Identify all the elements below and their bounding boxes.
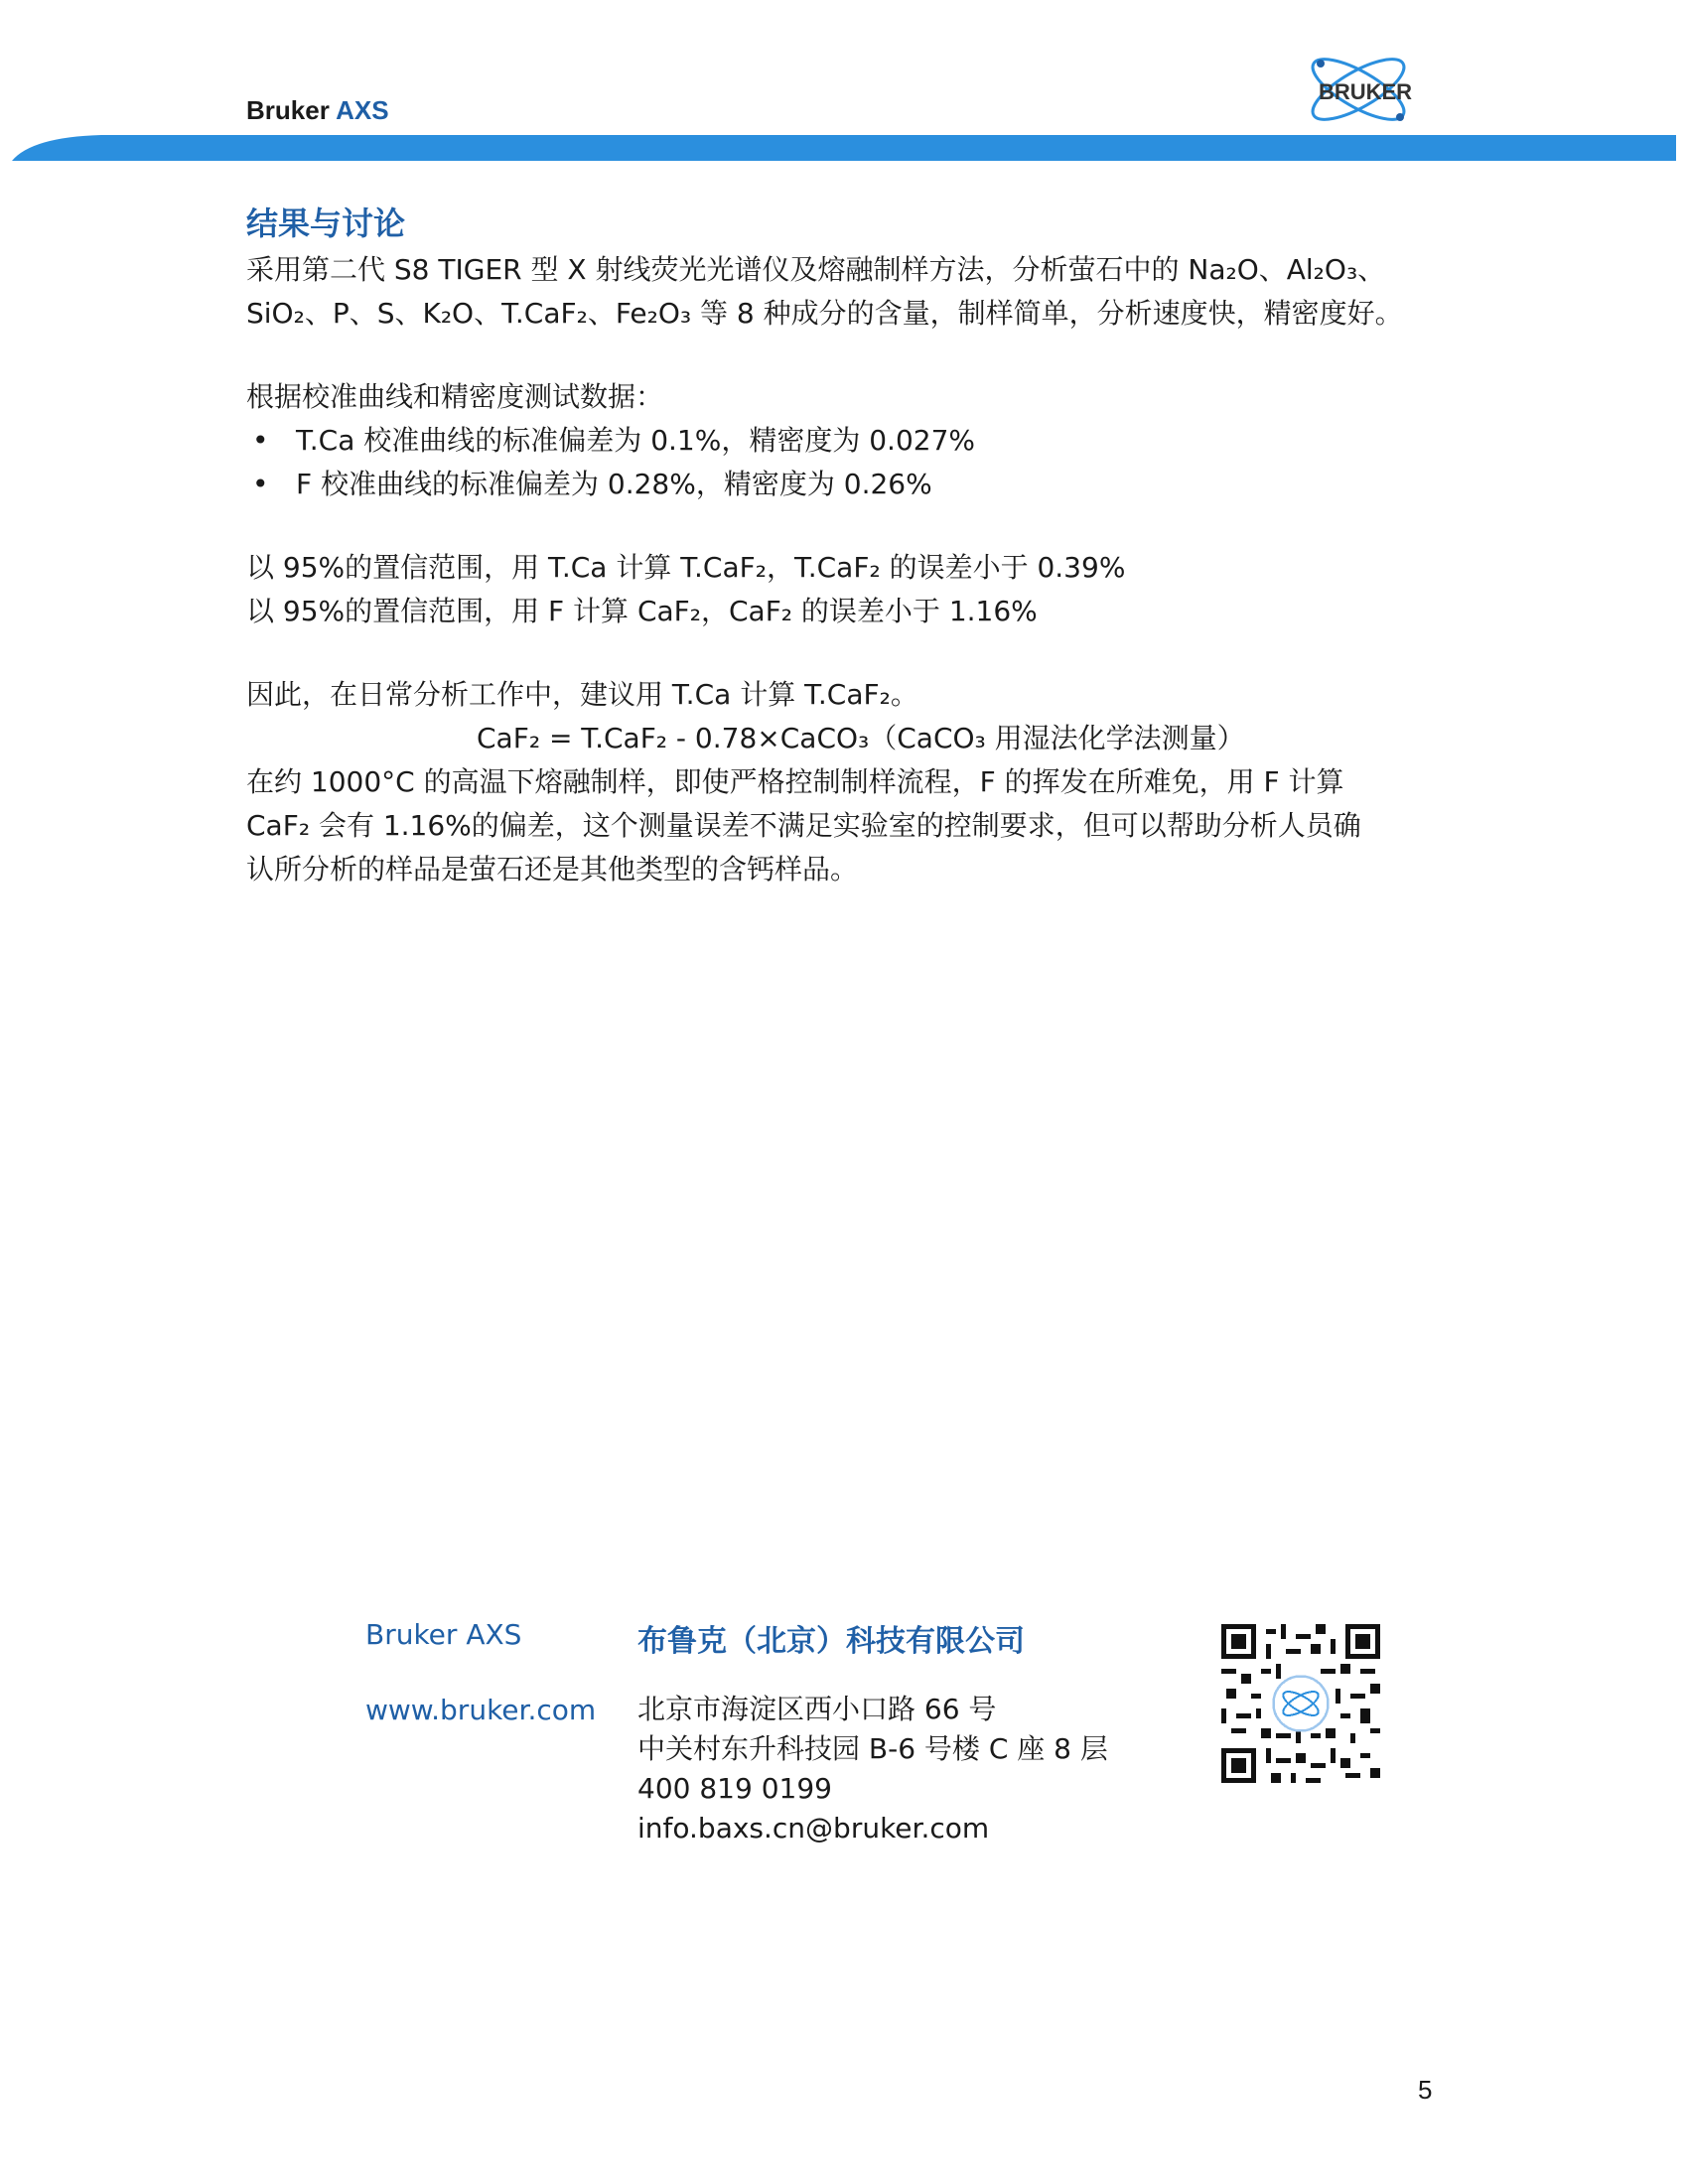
footer-brand: Bruker AXS (365, 1618, 522, 1651)
qr-code-icon (1221, 1624, 1380, 1783)
final-line-3: 认所分析的样品是萤石还是其他类型的含钙样品。 (246, 853, 859, 886)
footer-company-name: 布鲁克（北京）科技有限公司 (637, 1624, 1025, 1659)
page-number: 5 (1418, 2075, 1433, 2105)
final-line-1: 在约 1000°C 的高温下熔融制样，即使严格控制制样流程，F 的挥发在所难免，用 F 计算 (246, 765, 1344, 798)
bruker-logo-icon (1291, 50, 1440, 129)
header-company-name: Bruker (246, 95, 330, 125)
bullet-icon: • (252, 468, 269, 500)
logo-text: BRUKER (1318, 79, 1413, 104)
intro-line-1: 采用第二代 S8 TIGER 型 X 射线荧光光谱仪及熔融制样方法，分析萤石中的 Na₂O、Al₂O₃、 (246, 253, 1386, 286)
list-item (252, 463, 1438, 506)
email-link[interactable]: info.baxs.cn@bruker.com (637, 1812, 990, 1844)
phone-number: 400 819 0199 (637, 1772, 832, 1805)
calib-intro: 根据校准曲线和精密度测试数据： (246, 380, 664, 413)
confidence-line-1: 以 95%的置信范围，用 T.Ca 计算 T.CaF₂，T.CaF₂ 的误差小于 0.39% (246, 551, 1126, 584)
formula: CaF₂ = T.CaF₂ - 0.78×CaCO₃（CaCO₃ 用湿法化学法测量） (477, 722, 1245, 754)
calib-bullet-list (246, 419, 1438, 506)
footer-website-link[interactable]: www.bruker.com (365, 1694, 597, 1726)
main-content (246, 199, 1438, 891)
confidence-line-2: 以 95%的置信范围，用 F 计算 CaF₂，CaF₂ 的误差小于 1.16% (246, 595, 1038, 627)
bullet-text: T.Ca 校准曲线的标准偏差为 0.1%，精密度为 0.027% (296, 424, 975, 457)
section-title: 结果与讨论 (246, 205, 406, 242)
header-company (246, 95, 389, 126)
bullet-icon: • (252, 424, 269, 457)
address-line: 北京市海淀区西小口路 66 号 (637, 1693, 997, 1725)
intro-line-2: SiO₂、P、S、K₂O、T.CaF₂、Fe₂O₃ 等 8 种成分的含量，制样简单，分析速度快，精密度好。 (246, 297, 1403, 330)
final-line-2: CaF₂ 会有 1.16%的偏差，这个测量误差不满足实验室的控制要求，但可以帮助分析人员确 (246, 809, 1361, 842)
address-line: 中关村东升科技园 B-6 号楼 C 座 8 层 (637, 1732, 1108, 1765)
footer-address (637, 1690, 1108, 1848)
header-bar (12, 135, 1676, 161)
bullet-text: F 校准曲线的标准偏差为 0.28%，精密度为 0.26% (296, 468, 932, 500)
header-company-suffix: AXS (336, 95, 389, 125)
conclusion: 因此，在日常分析工作中，建议用 T.Ca 计算 T.CaF₂。 (246, 678, 918, 711)
list-item (252, 419, 1438, 463)
